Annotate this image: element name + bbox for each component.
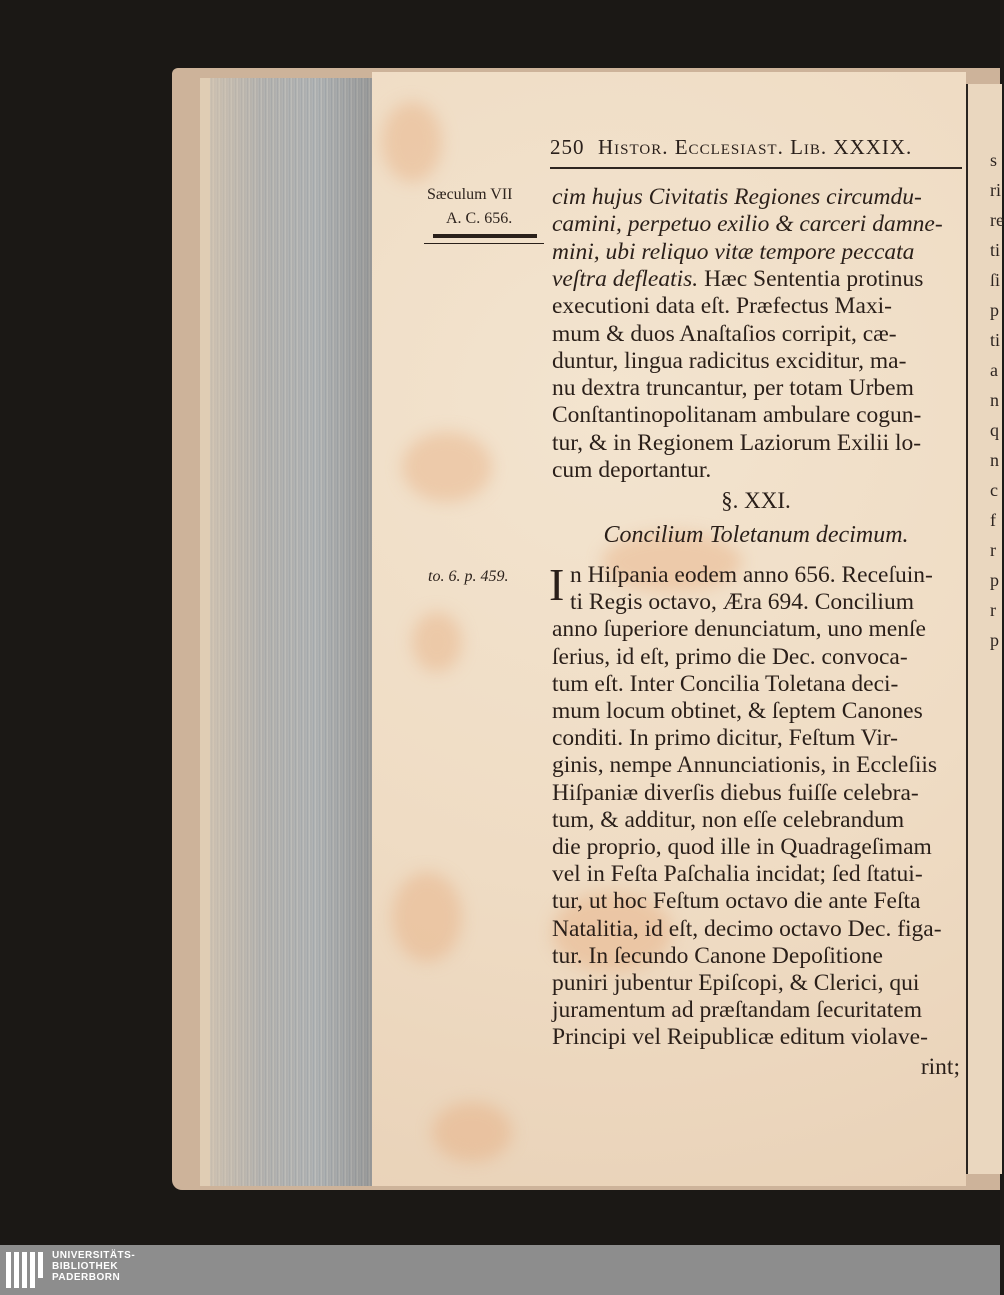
roman-text: cum deportantur. xyxy=(552,457,712,483)
library-logo-icon xyxy=(6,1252,44,1288)
text-line xyxy=(552,671,960,698)
roman-text: vel in Feſta Paſchalia incidat; ſed ſtatui- xyxy=(552,861,923,888)
text-line xyxy=(552,616,960,643)
text-line xyxy=(552,970,960,997)
roman-text: ginis, nempe Annunciationis, in Eccleſiis xyxy=(552,752,938,779)
drop-cap: I xyxy=(549,559,565,610)
text-line xyxy=(552,375,960,402)
roman-text: Hæc Sententia protinus xyxy=(698,265,924,292)
foxing-stain xyxy=(392,872,462,962)
roman-text: mum locum obtinet, & ſeptem Canones xyxy=(552,698,923,724)
roman-text: conditi. In primo dicitur, Feſtum Vir- xyxy=(552,725,898,752)
roman-text: juramentum ad præſtandam ſecuritatem xyxy=(552,997,922,1024)
roman-text: tur, ut hoc Feſtum octavo die ante Feſta xyxy=(552,888,921,915)
text-line xyxy=(552,888,960,915)
text-line xyxy=(552,402,960,429)
facing-page-letter: ſi xyxy=(990,270,1001,290)
roman-text: die proprio, quod ille in Quadrageſimam xyxy=(552,834,932,860)
text-line xyxy=(570,562,978,589)
text-line xyxy=(552,861,960,888)
roman-text: duntur, lingua radicitus exciditur, ma- xyxy=(552,347,907,374)
roman-text: Conſtantinopolitanam ambulare cogun- xyxy=(552,402,922,429)
roman-text: Natalitia, id eſt, decimo octavo Dec. figa- xyxy=(552,915,942,942)
text-line xyxy=(552,430,960,457)
margin-rule-thin xyxy=(424,243,544,244)
roman-text: n Hiſpania eodem anno 656. Receſuin- xyxy=(570,562,933,588)
text-line xyxy=(570,589,978,616)
margin-note-year: A. C. 656. xyxy=(446,210,513,227)
text-line xyxy=(552,780,960,807)
italic-text: veſtra defleatis. xyxy=(552,265,699,292)
facing-page-letter: n xyxy=(990,390,999,410)
text-line xyxy=(552,211,960,238)
text-line xyxy=(552,457,960,484)
library-logo-line-3: PADERBORN xyxy=(52,1272,121,1283)
text-line xyxy=(552,266,960,293)
text-line xyxy=(552,348,960,375)
library-logo-line-2: BIBLIOTHEK xyxy=(52,1261,119,1272)
margin-note-reference: to. 6. p. 459. xyxy=(428,568,509,585)
text-line xyxy=(552,916,960,943)
section-number: §. XXI. xyxy=(721,488,791,513)
roman-text: Hiſpaniæ diverſis diebus fuiſſe celebra- xyxy=(552,779,919,806)
facing-page-letter: n xyxy=(990,450,999,470)
italic-text: mini, ubi reliquo vitæ tempore peccata xyxy=(552,238,915,265)
foxing-stain xyxy=(382,102,442,182)
facing-page-letter: a xyxy=(990,360,998,380)
facing-page-letter: r xyxy=(990,540,996,560)
page-number: 250 xyxy=(550,135,585,159)
library-footer-bar xyxy=(0,1245,1000,1295)
margin-rule-thick xyxy=(433,234,537,238)
roman-text: executioni data eſt. Præfectus Maxi- xyxy=(552,293,892,320)
roman-text: ſerius, id eſt, primo die Dec. convoca- xyxy=(552,643,908,670)
text-line xyxy=(552,698,960,725)
facing-page-letter: ri xyxy=(990,180,1001,200)
facing-page-letter: c xyxy=(990,480,998,500)
header-rule xyxy=(550,167,962,169)
facing-page-letter: r xyxy=(990,600,996,620)
facing-page-letter: ti xyxy=(990,240,1001,260)
text-line xyxy=(552,644,960,671)
text-line xyxy=(552,997,960,1024)
text-line xyxy=(552,752,960,779)
text-line xyxy=(552,834,960,861)
facing-page-letter: ti xyxy=(990,330,1001,350)
roman-text: tur, & in Regionem Laziorum Exilii lo- xyxy=(552,429,922,456)
roman-text: nu dextra truncantur, per totam Urbem xyxy=(552,375,914,402)
facing-page-letter: f xyxy=(990,510,996,530)
facing-page-letter: q xyxy=(990,420,999,440)
catchword: rint; xyxy=(920,1054,960,1080)
facing-page-letter: re xyxy=(990,210,1004,230)
roman-text: mum & duos Anaſtaſios corripit, cæ- xyxy=(552,320,897,347)
foxing-stain xyxy=(412,612,462,672)
facing-page-letter: p xyxy=(990,630,999,650)
facing-page-letter: p xyxy=(990,570,999,590)
foxing-stain xyxy=(432,1102,512,1162)
italic-text: cim hujus Civitatis Regiones circumdu- xyxy=(552,184,922,210)
text-line xyxy=(552,807,960,834)
roman-text: tur. In ſecundo Canone Depoſitione xyxy=(552,942,883,969)
text-line xyxy=(552,943,960,970)
facing-page-letter: p xyxy=(990,300,999,320)
roman-text: Principi vel Reipublicæ editum violave- xyxy=(552,1024,928,1051)
roman-text: tum eſt. Inter Concilia Toletana deci- xyxy=(552,670,899,697)
running-head-title: Histor. Ecclesiast. Lib. XXXIX. xyxy=(598,135,913,159)
text-line xyxy=(552,293,960,320)
facing-page-letter: s xyxy=(990,150,998,170)
roman-text: tum, & additur, non eſſe celebrandum xyxy=(552,806,905,833)
margin-note-century: Sæculum VII xyxy=(427,186,513,203)
roman-text: anno ſuperiore denunciatum, uno menſe xyxy=(552,616,926,643)
foxing-stain xyxy=(402,432,492,502)
roman-text: puniri jubentur Epiſcopi, & Clerici, qui xyxy=(552,970,920,996)
text-line xyxy=(552,725,960,752)
text-line xyxy=(552,321,960,348)
text-line xyxy=(552,239,960,266)
text-line xyxy=(552,1024,960,1051)
section-title: Concilium Toletanum decimum. xyxy=(603,522,909,548)
roman-text: ti Regis octavo, Æra 694. Concilium xyxy=(570,589,914,616)
library-logo-line-1: UNIVERSITÄTS- xyxy=(52,1250,136,1261)
text-line xyxy=(552,184,960,211)
page-block-edges xyxy=(200,78,388,1186)
italic-text: camini, perpetuo exilio & carceri damne- xyxy=(552,211,943,238)
